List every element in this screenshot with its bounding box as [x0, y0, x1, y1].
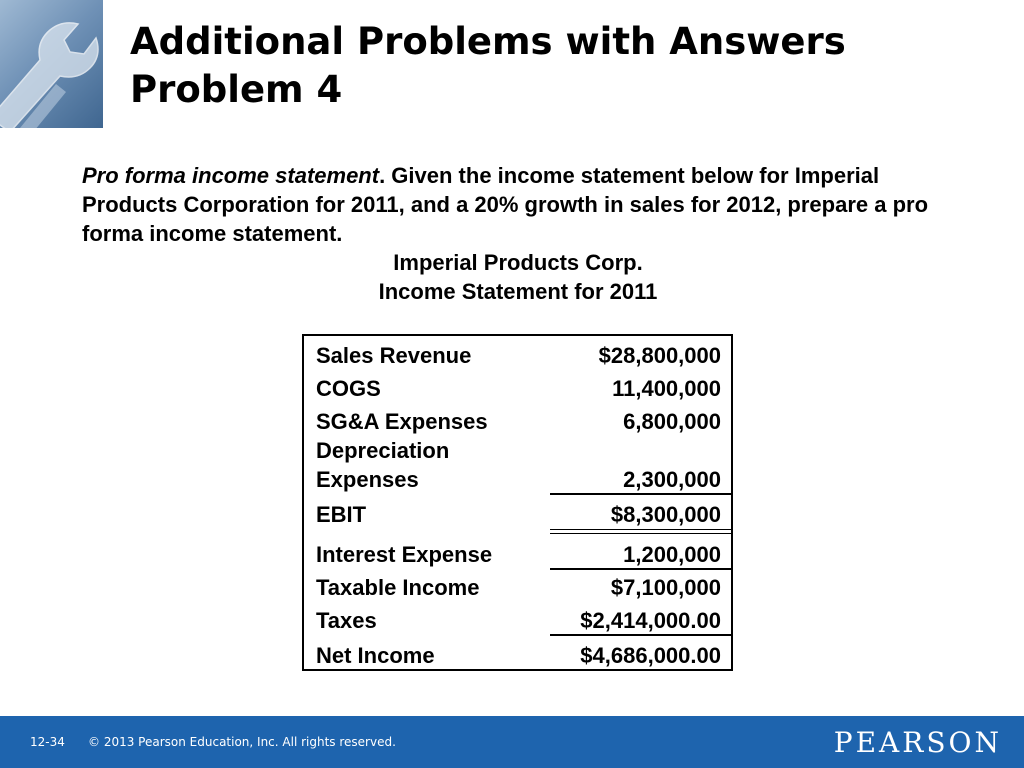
title-line-1: Additional Problems with Answers [130, 20, 846, 63]
row-label: Sales Revenue [316, 343, 472, 368]
row-value: $4,686,000.00 [580, 643, 721, 668]
wrench-icon [0, 0, 103, 128]
problem-lead: Pro forma income statement [82, 163, 380, 188]
row-label: Taxes [316, 608, 377, 633]
statement-title: Income Statement for 2011 [378, 279, 658, 304]
row-label: EBIT [316, 502, 367, 527]
subtotal-rule [550, 493, 731, 495]
publisher-logo: PEARSON [833, 726, 1002, 759]
row-value: $8,300,000 [610, 502, 721, 527]
row-label: Expenses [316, 467, 419, 492]
row-label: Interest Expense [316, 542, 493, 567]
slide-title [130, 18, 1010, 114]
row-label: Net Income [316, 643, 435, 668]
subtotal-rule [550, 568, 731, 570]
title-line-2: Problem 4 [130, 68, 343, 111]
problem-statement [82, 161, 962, 248]
row-value: 6,800,000 [623, 409, 721, 434]
company-name: Imperial Products Corp. [393, 250, 643, 275]
row-value: 11,400,000 [612, 376, 721, 401]
subtotal-rule [550, 634, 731, 636]
row-label: COGS [316, 376, 381, 401]
row-value: 1,200,000 [623, 542, 721, 567]
income-statement-table [302, 334, 733, 671]
row-label: Depreciation [316, 438, 450, 463]
copyright-notice: © 2013 Pearson Education, Inc. All rights reserved. [88, 735, 396, 749]
problem-text: . Given the income statement below for Imperial Products Corporation for 2011, and a 20% growth in sales for 2012, prepare a pro forma income statement. [82, 163, 929, 246]
row-label: Taxable Income [316, 575, 480, 600]
double-rule-bottom [550, 533, 731, 534]
row-label: SG&A Expenses [316, 409, 488, 434]
double-rule-top [550, 529, 731, 530]
row-value: $2,414,000.00 [580, 608, 721, 633]
row-value: $28,800,000 [598, 343, 721, 368]
wrench-logo-tile [0, 0, 103, 128]
footer-bar [0, 716, 1024, 768]
row-value: 2,300,000 [623, 467, 721, 492]
slide-number: 12-34 [30, 735, 65, 749]
row-value: $7,100,000 [610, 575, 721, 600]
